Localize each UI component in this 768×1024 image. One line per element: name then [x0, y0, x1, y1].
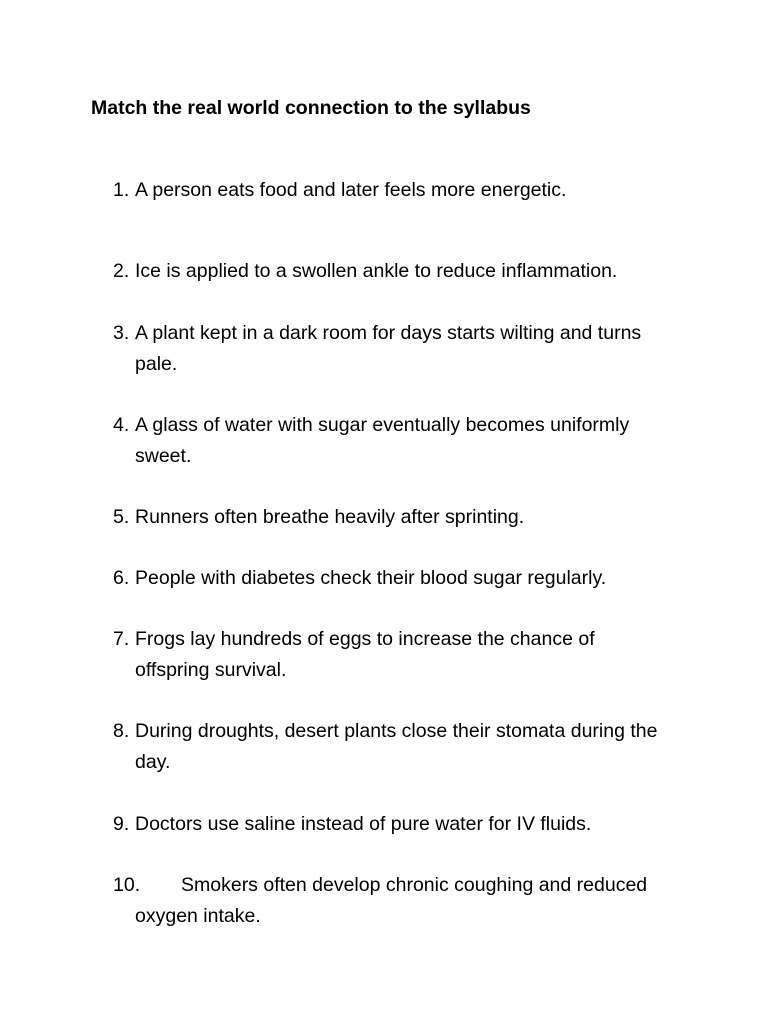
item-text: Runners often breathe heavily after sprinting. — [135, 506, 525, 528]
item-number: 6. — [113, 567, 130, 589]
item-text: Doctors use saline instead of pure water for IV fluids. — [135, 813, 592, 835]
list-item — [113, 563, 703, 594]
list-item — [113, 870, 683, 932]
item-text: Ice is applied to a swollen ankle to reduce inflammation. — [135, 260, 618, 282]
item-number: 1. — [113, 179, 130, 201]
item-number: 4. — [113, 414, 130, 436]
item-number: 7. — [113, 628, 130, 650]
item-number: 10. — [113, 874, 141, 896]
item-text: A plant kept in a dark room for days starts wilting and turns pale. — [135, 322, 642, 375]
list-item — [113, 502, 703, 533]
item-number: 9. — [113, 813, 130, 835]
list-item — [113, 716, 673, 778]
item-text: Smokers often develop chronic coughing and reduced oxygen intake. — [135, 874, 648, 927]
list-item — [113, 624, 628, 686]
item-number: 8. — [113, 720, 130, 742]
list-item — [113, 318, 643, 380]
item-text: Frogs lay hundreds of eggs to increase the chance of offspring survival. — [135, 628, 595, 681]
list-item — [113, 256, 703, 287]
item-number: 3. — [113, 322, 130, 344]
item-number: 2. — [113, 260, 130, 282]
document-heading: Match the real world connection to the syllabus — [91, 97, 531, 119]
item-number: 5. — [113, 506, 130, 528]
item-text: A person eats food and later feels more energetic. — [135, 179, 567, 201]
item-text: People with diabetes check their blood sugar regularly. — [135, 567, 607, 589]
list-item — [113, 410, 673, 472]
list-item — [113, 809, 703, 840]
item-text: During droughts, desert plants close their stomata during the day. — [135, 720, 658, 773]
item-text: A glass of water with sugar eventually becomes uniformly sweet. — [135, 414, 630, 467]
list-item — [113, 175, 703, 206]
